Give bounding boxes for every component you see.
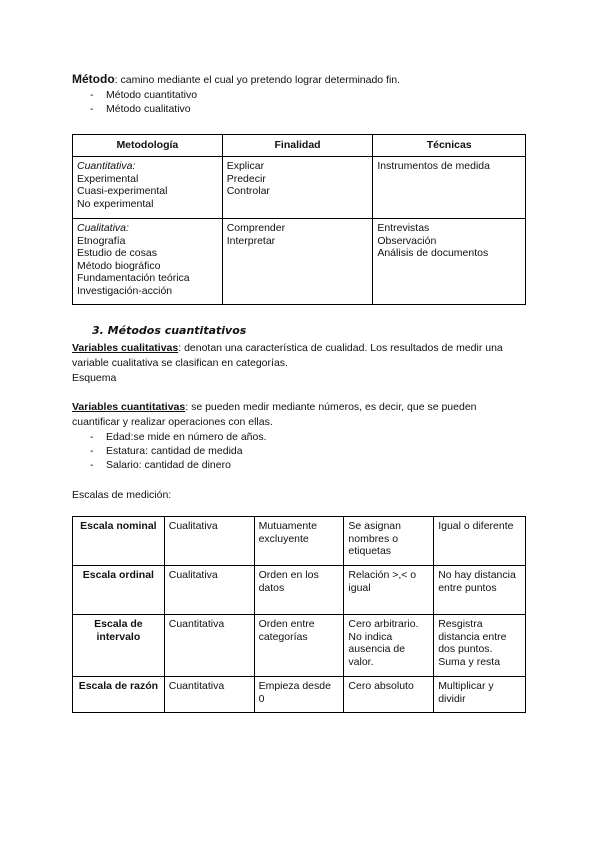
scale-name: Escala de intervalo (73, 615, 165, 677)
metodologia-cell (73, 219, 223, 305)
var-cuantitativas-paragraph (72, 400, 532, 414)
var-cualitativas-text1: : denotan una característica de cualidad. Los resultados de medir una (178, 342, 503, 354)
list-item: Observación (377, 234, 437, 247)
list-item: Método biográfico (77, 259, 161, 272)
list-item: No experimental (77, 197, 154, 210)
list-item: - Edad:se mide en número de años. (76, 430, 476, 444)
table-cell: Cualitativa (164, 517, 254, 566)
list-item: Investigación-acción (77, 284, 173, 297)
metodo-definition (72, 72, 400, 87)
metodo-term: Método (72, 72, 115, 86)
escalas-label: Escalas de medición: (72, 489, 172, 501)
list-item: - Método cuantitativo (76, 88, 476, 102)
metodo-list (76, 88, 476, 116)
scales-table (72, 516, 526, 713)
var-cuantitativas-text2: cuantificar y realizar operaciones con ellas. (72, 416, 273, 428)
methodology-table (72, 134, 526, 305)
table-row (73, 677, 526, 713)
table-cell: Cero arbitrario. No indica ausencia de valor. (344, 615, 434, 677)
list-item: Predecir (226, 172, 266, 185)
list-item: Instrumentos de medida (377, 160, 490, 172)
table-cell: Resgistra distancia entre dos puntos. Suma y resta (434, 615, 526, 677)
list-item: Estudio de cosas (77, 247, 157, 259)
list-item: Cuasi-experimental (77, 185, 168, 197)
table-row (73, 219, 526, 305)
scale-name: Escala de razón (73, 677, 165, 713)
table-cell: Mutuamente excluyente (254, 517, 344, 566)
var-cualitativas-text2: variable cualitativa se clasifican en categorías. (72, 357, 288, 369)
scale-name: Escala nominal (73, 517, 165, 566)
header-tecnicas: Técnicas (373, 135, 526, 157)
scale-name: Escala ordinal (73, 566, 165, 615)
header-metodologia: Metodología (73, 135, 223, 157)
table-cell: Orden entre categorías (254, 615, 344, 677)
list-item: Etnografía (77, 234, 126, 247)
list-item: Controlar (226, 185, 270, 197)
metodologia-label: Cualitativa: (77, 222, 129, 234)
table-cell: Cero absoluto (344, 677, 434, 713)
tecnicas-cell (373, 219, 526, 305)
table-cell: Igual o diferente (434, 517, 526, 566)
finalidad-cell (222, 219, 373, 305)
metodologia-label: Cuantitativa: (77, 160, 136, 172)
table-row (73, 157, 526, 219)
table-row (73, 615, 526, 677)
list-item: Explicar (226, 160, 265, 172)
list-item: - Estatura: cantidad de medida (76, 444, 476, 458)
table-cell: Se asignan nombres o etiquetas (344, 517, 434, 566)
examples-list (76, 430, 476, 472)
table-row (73, 566, 526, 615)
table-row (73, 517, 526, 566)
finalidad-cell (222, 157, 373, 219)
var-cuantitativas-text1: : se pueden medir mediante números, es decir, que se pueden (185, 401, 477, 413)
table-cell: Cuantitativa (164, 615, 254, 677)
table-cell: Relación >,< o igual (344, 566, 434, 615)
list-item: Comprender (226, 222, 286, 234)
var-cualitativas-term: Variables cualitativas (72, 342, 179, 354)
esquema-label: Esquema (72, 372, 117, 384)
metodo-text: : camino mediante el cual yo pretendo lograr determinado fin. (114, 74, 401, 86)
list-item: Interpretar (226, 234, 276, 247)
table-cell: No hay distancia entre puntos (434, 566, 526, 615)
metodologia-cell (73, 157, 223, 219)
var-cualitativas-paragraph (72, 341, 532, 355)
list-item: Análisis de documentos (377, 247, 489, 259)
list-item: Fundamentación teórica (77, 272, 190, 284)
tecnicas-cell (373, 157, 526, 219)
table-cell: Empieza desde 0 (254, 677, 344, 713)
list-item: - Método cualitativo (76, 102, 476, 116)
table-cell: Multiplicar y dividir (434, 677, 526, 713)
header-finalidad: Finalidad (222, 135, 373, 157)
var-cuantitativas-term: Variables cuantitativas (72, 401, 186, 413)
table-cell: Cuantitativa (164, 677, 254, 713)
list-item: Entrevistas (377, 222, 430, 234)
table-cell: Orden en los datos (254, 566, 344, 615)
table-cell: Cualitativa (164, 566, 254, 615)
list-item: - Salario: cantidad de dinero (76, 458, 476, 472)
section-title: 3. Métodos cuantitativos (92, 324, 247, 337)
list-item: Experimental (77, 172, 139, 185)
